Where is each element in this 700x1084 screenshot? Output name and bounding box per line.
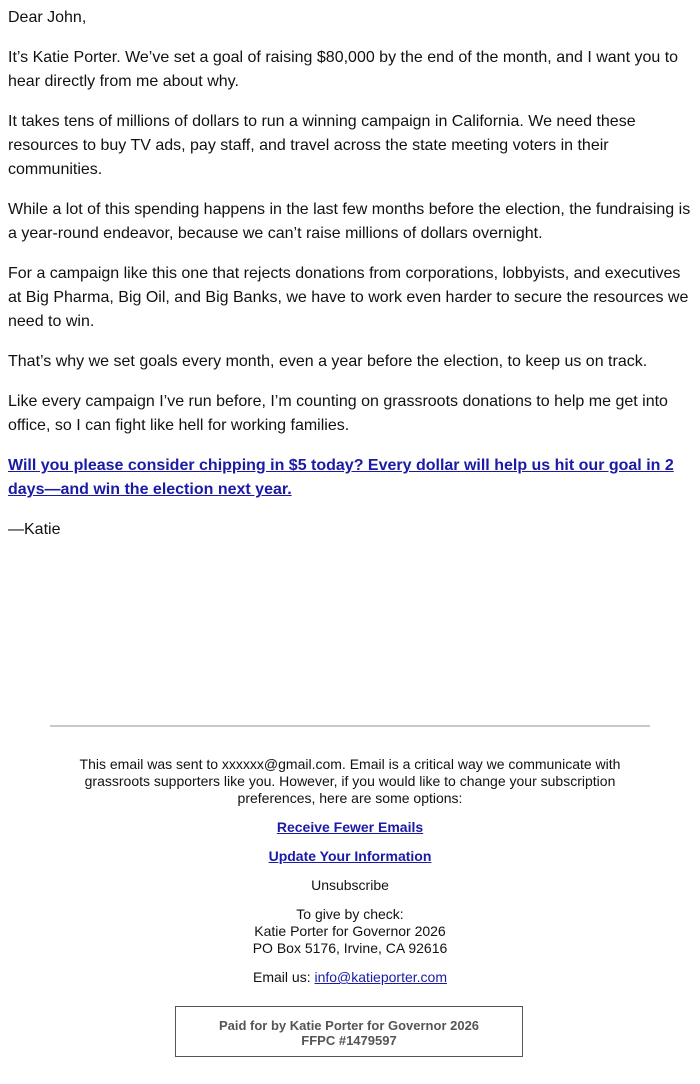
check-payee: Katie Porter for Governor 2026 xyxy=(254,923,446,939)
greeting: Dear John, xyxy=(8,9,87,26)
receive-fewer-emails-link[interactable]: Receive Fewer Emails xyxy=(276,819,424,835)
footer-divider xyxy=(50,725,650,727)
email-us-label: Email us: xyxy=(253,969,311,985)
check-address xyxy=(60,906,640,957)
unsubscribe-link[interactable]: Unsubscribe xyxy=(311,877,389,893)
paragraph-intro: It’s Katie Porter. We’ve set a goal of raising $80,000 by the end of the month, and I want you to hear directly from me about why. xyxy=(8,49,679,90)
paid-for-line: Paid for by Katie Porter for Governor 2026 xyxy=(218,1018,480,1033)
cta-paragraph xyxy=(8,454,692,502)
ffpc-number: FFPC #1479597 xyxy=(301,1033,397,1048)
contact-email-link[interactable]: info@katieporter.com xyxy=(314,969,447,985)
email-footer xyxy=(60,756,640,998)
check-po-box: PO Box 5176, Irvine, CA 92616 xyxy=(252,940,448,956)
signoff: —Katie xyxy=(8,521,61,538)
check-heading: To give by check: xyxy=(296,906,404,922)
footer-notice: This email was sent to xxxxxx@gmail.com. Email is a critical way we communicate with grassroots supporters like you. However, if you would like to change your subscription preferences, here are some options: xyxy=(79,756,621,806)
paragraph-rejects-donations: For a campaign like this one that rejects donations from corporations, lobbyists, and executives at Big Pharma, Big Oil, and Big Banks, we have to work even harder to secure the resources we need to win. xyxy=(8,265,689,330)
paragraph-year-round: While a lot of this spending happens in the last few months before the election, the fundraising is a year-round endeavor, because we can’t raise millions of dollars overnight. xyxy=(8,201,691,242)
email-us-row xyxy=(60,969,640,986)
paid-for-disclaimer xyxy=(175,1006,523,1057)
donate-cta-link[interactable]: Will you please consider chipping in $5 today? Every dollar will help us hit our goal in 2 days—and win the election next year. xyxy=(8,457,674,498)
update-information-link[interactable]: Update Your Information xyxy=(268,848,432,864)
paragraph-grassroots: Like every campaign I’ve run before, I’m counting on grassroots donations to help me get into office, so I can fight like hell for working families. xyxy=(8,393,668,434)
update-info-row xyxy=(60,848,640,865)
email-body xyxy=(8,0,692,558)
paragraph-cost: It takes tens of millions of dollars to run a winning campaign in California. We need these resources to buy TV ads, pay staff, and travel across the state meeting voters in their communities. xyxy=(8,113,636,178)
receive-fewer-row xyxy=(60,819,640,836)
paragraph-monthly-goals: That’s why we set goals every month, even a year before the election, to keep us on track. xyxy=(8,353,648,370)
